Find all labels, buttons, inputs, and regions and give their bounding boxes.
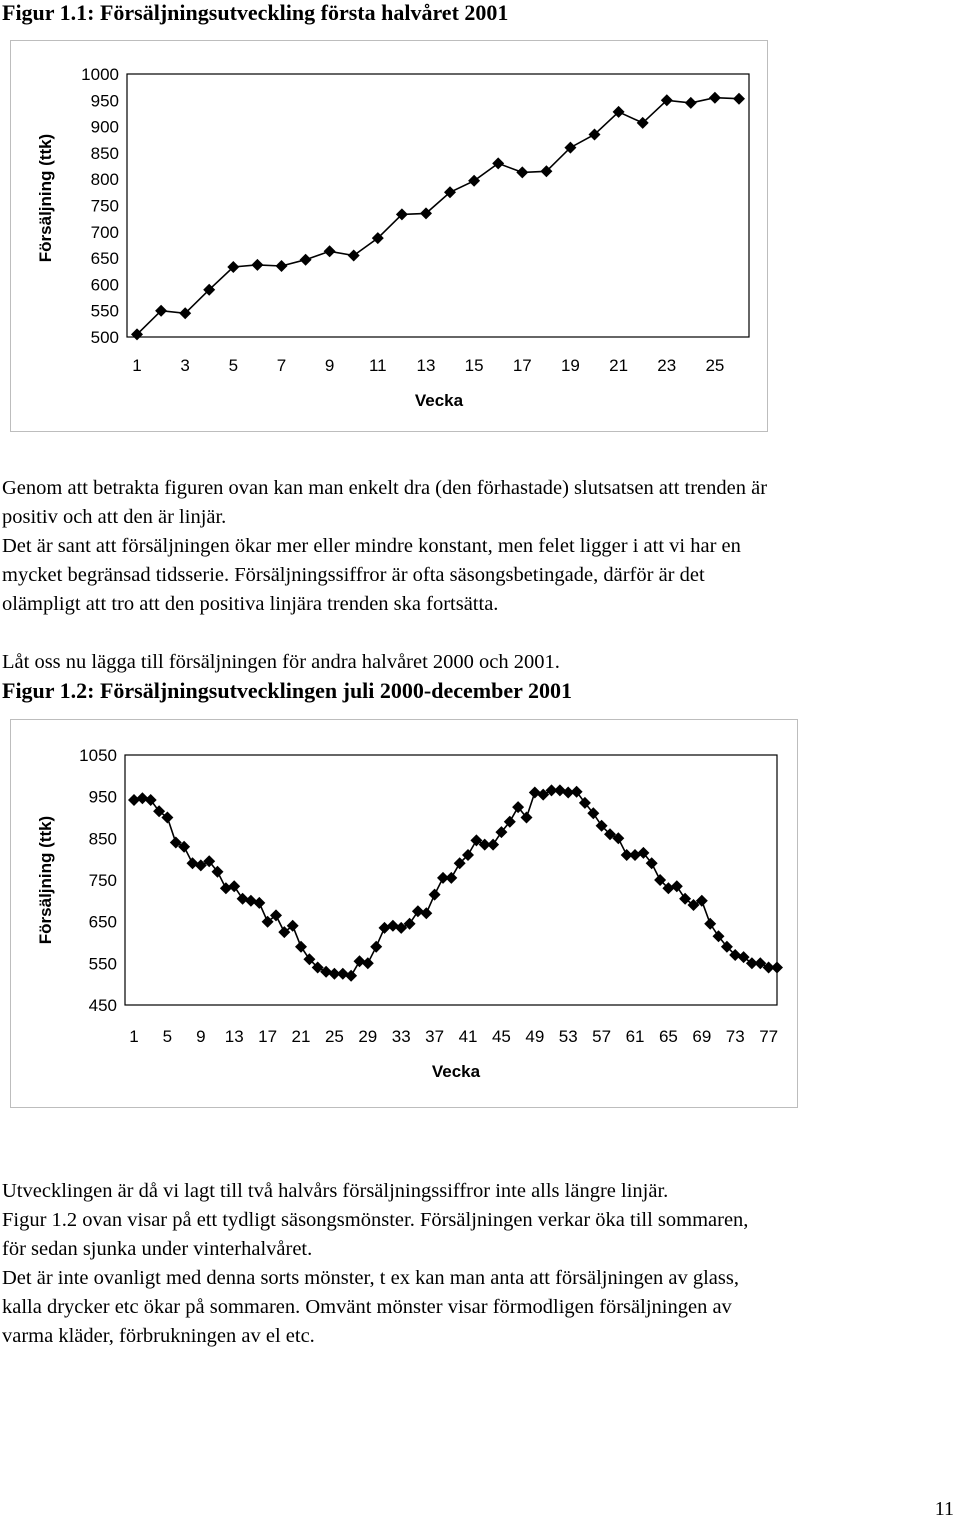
paragraph-3	[2, 1177, 957, 1351]
paragraph-3-line: varma kläder, förbrukningen av el etc.	[2, 1325, 315, 1347]
data-point	[445, 872, 457, 884]
figure-1-chart-svg	[11, 41, 767, 431]
data-point	[671, 880, 683, 892]
data-point	[468, 175, 480, 187]
y-tick-label: 900	[90, 117, 119, 137]
data-point	[348, 250, 360, 262]
figure-1-chart	[10, 40, 768, 432]
data-point	[324, 245, 336, 257]
data-point	[420, 907, 432, 919]
paragraph-1-line: Genom att betrakta figuren ovan kan man enkelt dra (den förhastade) slutsatsen att trenden är	[2, 477, 768, 499]
x-tick-label: 1	[129, 1027, 139, 1046]
figure-2-chart-svg	[11, 720, 797, 1107]
data-point	[295, 941, 307, 953]
y-tick-label: 700	[90, 222, 119, 242]
data-point	[251, 259, 263, 271]
data-point	[270, 909, 282, 921]
x-tick-label: 53	[558, 1027, 578, 1046]
series-line	[137, 98, 739, 335]
data-point	[220, 882, 232, 894]
y-tick-label: 650	[88, 912, 117, 932]
x-tick-label: 5	[228, 356, 239, 375]
y-tick-label: 1000	[81, 65, 119, 84]
data-point	[287, 920, 299, 932]
y-tick-label: 850	[90, 143, 119, 163]
x-tick-label: 37	[425, 1027, 445, 1046]
data-point	[354, 955, 366, 967]
data-point	[161, 812, 173, 824]
data-point	[771, 962, 783, 974]
data-point	[370, 941, 382, 953]
x-tick-label: 69	[692, 1027, 712, 1046]
x-tick-label: 45	[491, 1027, 511, 1046]
y-tick-label: 500	[90, 328, 119, 347]
data-point	[253, 897, 265, 909]
x-tick-label: 13	[416, 356, 436, 375]
data-point	[300, 254, 312, 266]
data-point	[429, 889, 441, 901]
y-tick-label: 550	[90, 301, 119, 321]
data-point	[738, 951, 750, 963]
y-tick-label: 1050	[79, 746, 117, 765]
y-tick-label: 750	[90, 196, 119, 216]
x-tick-label: 57	[592, 1027, 612, 1046]
paragraph-1	[2, 474, 957, 619]
x-tick-label: 21	[291, 1027, 311, 1046]
x-tick-label: 23	[657, 356, 677, 375]
y-tick-label: 650	[90, 249, 119, 269]
x-tick-label: 17	[258, 1027, 278, 1046]
data-point	[685, 97, 697, 109]
data-point	[145, 794, 157, 806]
data-point	[529, 787, 541, 799]
x-tick-label: 19	[560, 356, 580, 375]
x-tick-label: 17	[512, 356, 532, 375]
data-point	[379, 922, 391, 934]
y-axis-title: Försäljning (ttk)	[36, 815, 55, 945]
data-point	[276, 260, 288, 272]
y-tick-label: 950	[88, 787, 117, 807]
paragraph-1-line: positiv och att den är linjär.	[2, 506, 227, 528]
data-point	[153, 805, 165, 817]
x-tick-label: 41	[458, 1027, 478, 1046]
paragraph-3-line: Figur 1.2 ovan visar på ett tydligt säsongsmönster. Försäljningen verkar öka till sommaren,	[2, 1209, 749, 1231]
x-tick-label: 77	[759, 1027, 779, 1046]
y-tick-label: 450	[88, 996, 117, 1015]
data-point	[412, 905, 424, 917]
paragraph-3-line: för sedan sjunka under vinterhalvåret.	[2, 1238, 313, 1260]
x-tick-label: 3	[180, 356, 190, 375]
data-point	[733, 93, 745, 105]
x-tick-label: 15	[464, 356, 484, 375]
paragraph-1-line: mycket begränsad tidsserie. Försäljningssiffror är ofta säsongsbetingade, därför är det	[2, 564, 705, 586]
x-tick-label: 7	[276, 356, 287, 375]
data-point	[278, 926, 290, 938]
x-tick-label: 33	[391, 1027, 411, 1046]
data-point	[492, 157, 504, 169]
x-tick-label: 25	[324, 1027, 344, 1046]
x-tick-label: 73	[725, 1027, 745, 1046]
paragraph-1-line: Det är sant att försäljningen ökar mer eller mindre konstant, men felet ligger i att vi har en	[2, 535, 741, 557]
paragraph-3-line: Utvecklingen är då vi lagt till två halvårs försäljningssiffror inte alls längre linjär.	[2, 1180, 669, 1202]
data-point	[704, 918, 716, 930]
x-axis-title: Vecka	[414, 391, 464, 410]
data-point	[237, 893, 249, 905]
x-tick-label: 5	[162, 1027, 173, 1046]
data-point	[554, 784, 566, 796]
data-point	[487, 839, 499, 851]
data-point	[709, 92, 721, 104]
page-number: 11	[934, 1498, 954, 1520]
y-tick-label: 550	[88, 954, 117, 974]
paragraph-1-line: olämpligt att tro att den positiva linjära trenden ska fortsätta.	[2, 593, 499, 615]
x-tick-label: 61	[625, 1027, 645, 1046]
x-tick-label: 49	[525, 1027, 545, 1046]
x-tick-label: 65	[658, 1027, 678, 1046]
data-point	[516, 166, 528, 178]
paragraph-3-line: Det är inte ovanligt med denna sorts mönster, t ex kan man anta att försäljningen av glass,	[2, 1267, 739, 1289]
series-line	[134, 790, 777, 975]
data-point	[262, 916, 274, 928]
x-tick-label: 25	[705, 356, 725, 375]
data-point	[345, 970, 357, 982]
figure-2-caption: Figur 1.2: Försäljningsutvecklingen juli 2000-december 2001	[2, 678, 572, 703]
paragraph-3-line: kalla drycker etc ökar på sommaren. Omvänt mönster visar förmodligen försäljningen av	[2, 1296, 732, 1318]
x-tick-label: 9	[196, 1027, 206, 1046]
plot-area	[127, 74, 749, 337]
x-tick-label: 13	[224, 1027, 244, 1046]
x-tick-label: 1	[132, 356, 142, 375]
paragraph-2	[2, 648, 957, 677]
x-tick-label: 9	[324, 356, 335, 375]
paragraph-2-line: Låt oss nu lägga till försäljningen för andra halvåret 2000 och 2001.	[2, 651, 560, 673]
x-tick-label: 21	[609, 356, 629, 375]
data-point	[337, 968, 349, 980]
data-point	[387, 920, 399, 932]
x-tick-label: 29	[358, 1027, 378, 1046]
figure-2-chart	[10, 719, 798, 1108]
data-point	[679, 893, 691, 905]
data-point	[228, 880, 240, 892]
x-axis-title: Vecka	[431, 1062, 481, 1081]
data-point	[362, 957, 374, 969]
y-axis-title: Försäljning (ttk)	[36, 133, 55, 263]
data-point	[187, 857, 199, 869]
y-tick-label: 950	[90, 91, 119, 111]
y-tick-label: 850	[88, 829, 117, 849]
y-tick-label: 800	[90, 170, 119, 190]
data-point	[629, 849, 641, 861]
y-tick-label: 750	[88, 871, 117, 890]
y-tick-label: 600	[90, 275, 119, 295]
figure-1-caption: Figur 1.1: Försäljningsutveckling första halvåret 2001	[2, 0, 509, 25]
data-point	[571, 786, 583, 798]
data-point	[245, 895, 257, 907]
x-tick-label: 11	[368, 356, 387, 375]
